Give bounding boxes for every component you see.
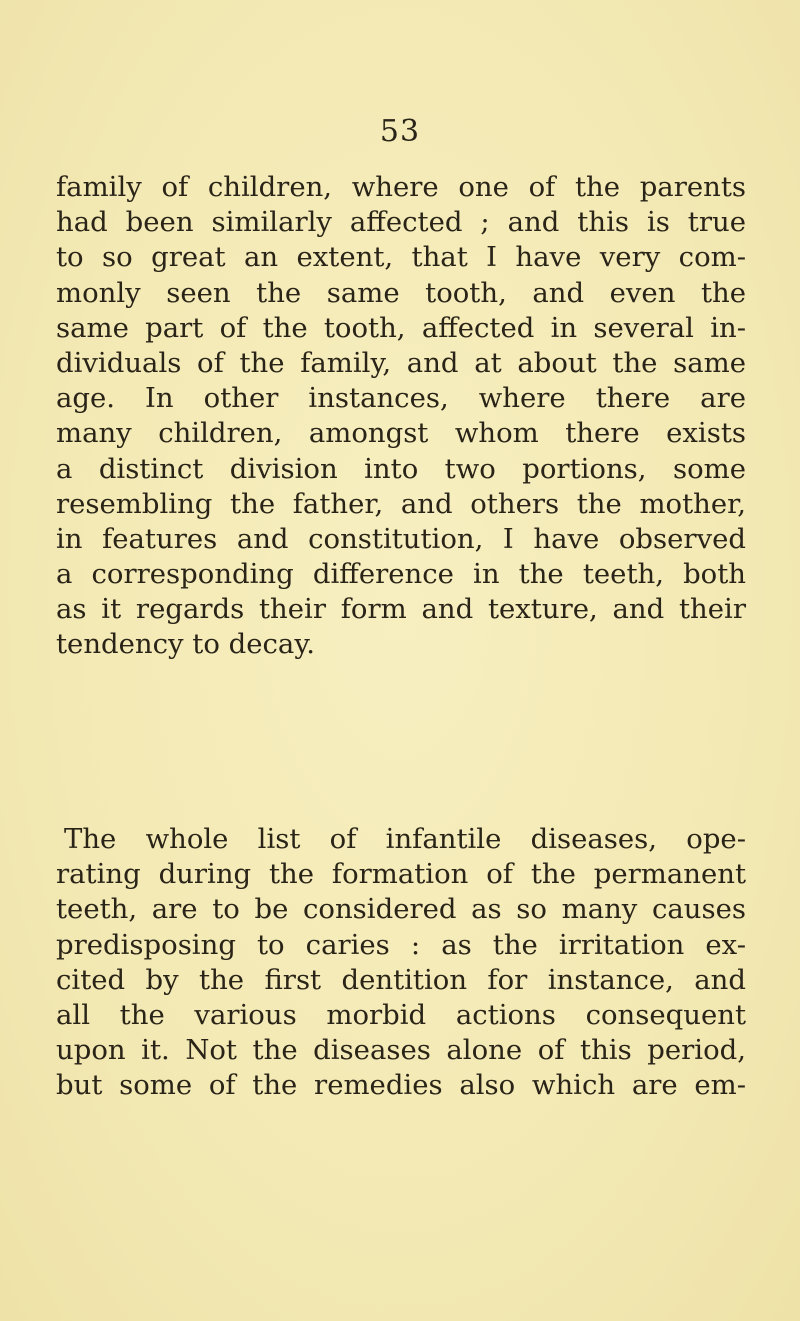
text-line: age. In other instances, where there are: [56, 382, 746, 415]
text-line: family of children, where one of the parents: [56, 171, 746, 203]
text-line: predisposing to caries : as the irritation ex-: [56, 928, 746, 961]
text-line: teeth, are to be considered as so many causes: [56, 893, 746, 926]
text-line: The whole list of infantile diseases, ope-: [64, 823, 746, 855]
text-line: to so great an extent, that I have very com-: [56, 241, 746, 274]
page-number: 53: [379, 114, 421, 149]
paragraph-2: [56, 822, 746, 1104]
text-line: many children, amongst whom there exists: [56, 417, 746, 450]
paragraph-1: [56, 170, 746, 663]
text-line: cited by the first dentition for instance, and: [56, 963, 746, 996]
text-line: monly seen the same tooth, and even the: [56, 276, 746, 309]
text-line: a distinct division into two portions, some: [56, 452, 746, 485]
text-line: tendency to decay.: [56, 628, 315, 661]
text-line: had been similarly affected ; and this is true: [56, 206, 746, 239]
text-line: as it regards their form and texture, and their: [56, 593, 746, 626]
text-line: resembling the father, and others the mother,: [56, 487, 746, 520]
text-line: dividuals of the family, and at about the same: [56, 346, 746, 379]
text-line: all the various morbid actions consequent: [56, 998, 746, 1031]
text-line: rating during the formation of the permanent: [56, 858, 746, 891]
text-line: upon it. Not the diseases alone of this period,: [56, 1034, 746, 1067]
text-line: a corresponding difference in the teeth, both: [56, 558, 746, 591]
text-line: in features and constitution, I have observed: [56, 522, 746, 555]
text-line: but some of the remedies also which are em-: [56, 1069, 746, 1102]
text-line: same part of the tooth, affected in several in-: [56, 311, 746, 344]
